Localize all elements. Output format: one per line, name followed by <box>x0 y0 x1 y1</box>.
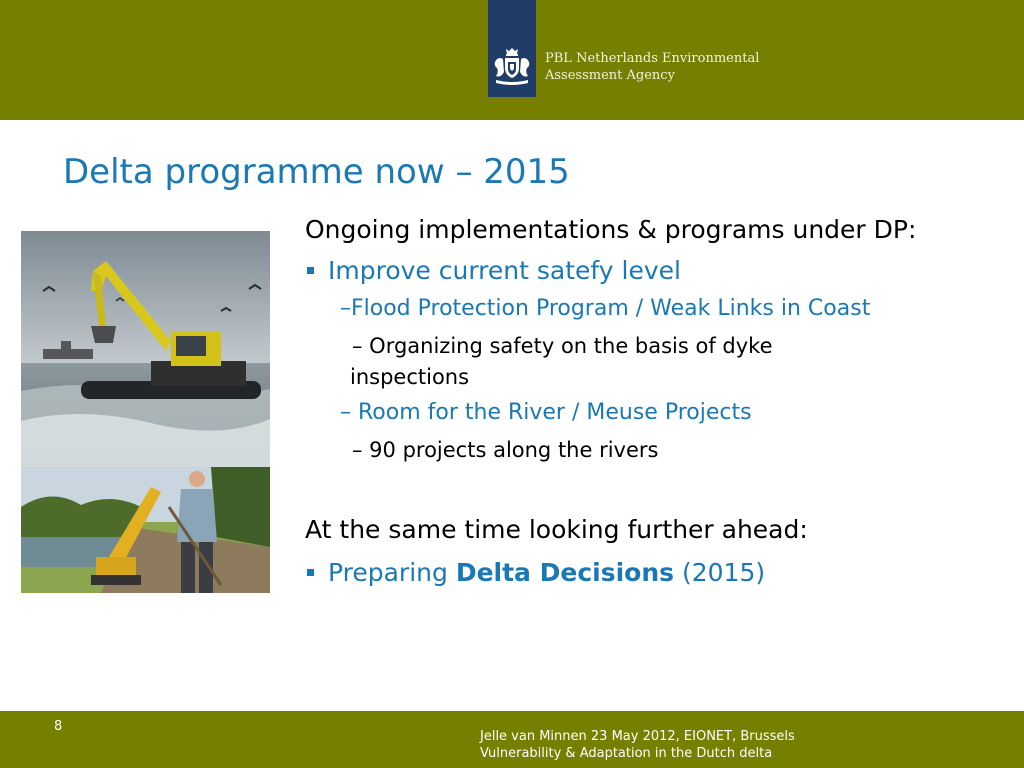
slide-title: Delta programme now – 2015 <box>63 152 570 192</box>
bullet-improve-safety: Improve current satefy level <box>328 256 681 285</box>
lookahead-text: At the same time looking further ahead: <box>305 515 808 544</box>
bullet-square-icon <box>307 569 314 576</box>
photo-worker-river <box>21 467 270 593</box>
sub-room-for-river: – Room for the River / Meuse Projects <box>340 400 752 425</box>
org-name-line2: Assessment Agency <box>545 68 675 83</box>
photo-excavator-coast <box>21 231 270 467</box>
page-number: 8 <box>54 719 63 734</box>
logo-block <box>488 0 536 97</box>
org-name-line1: PBL Netherlands Environmental <box>545 51 760 66</box>
detail-organizing-safety-line1: – Organizing safety on the basis of dyke <box>352 334 773 358</box>
footer-presenter-event: Jelle van Minnen 23 May 2012, EIONET, Brussels <box>480 729 795 744</box>
detail-90-projects: – 90 projects along the rivers <box>352 438 659 462</box>
footer-presentation-topic: Vulnerability & Adaptation in the Dutch delta <box>480 746 773 761</box>
coat-of-arms-icon <box>492 48 532 86</box>
bullet-delta-decisions-suffix: (2015) <box>681 558 766 587</box>
bullet-delta-decisions-bold: Delta Decisions <box>455 558 675 587</box>
bullet-delta-decisions <box>328 558 765 587</box>
bullet-square-icon <box>307 267 314 274</box>
org-name <box>545 50 805 84</box>
sub-flood-protection: –Flood Protection Program / Weak Links in Coast <box>340 296 871 321</box>
bullet-delta-decisions-prefix: Preparing <box>328 558 448 587</box>
intro-text: Ongoing implementations & programs under DP: <box>305 215 917 244</box>
detail-organizing-safety-line2: inspections <box>350 365 470 389</box>
